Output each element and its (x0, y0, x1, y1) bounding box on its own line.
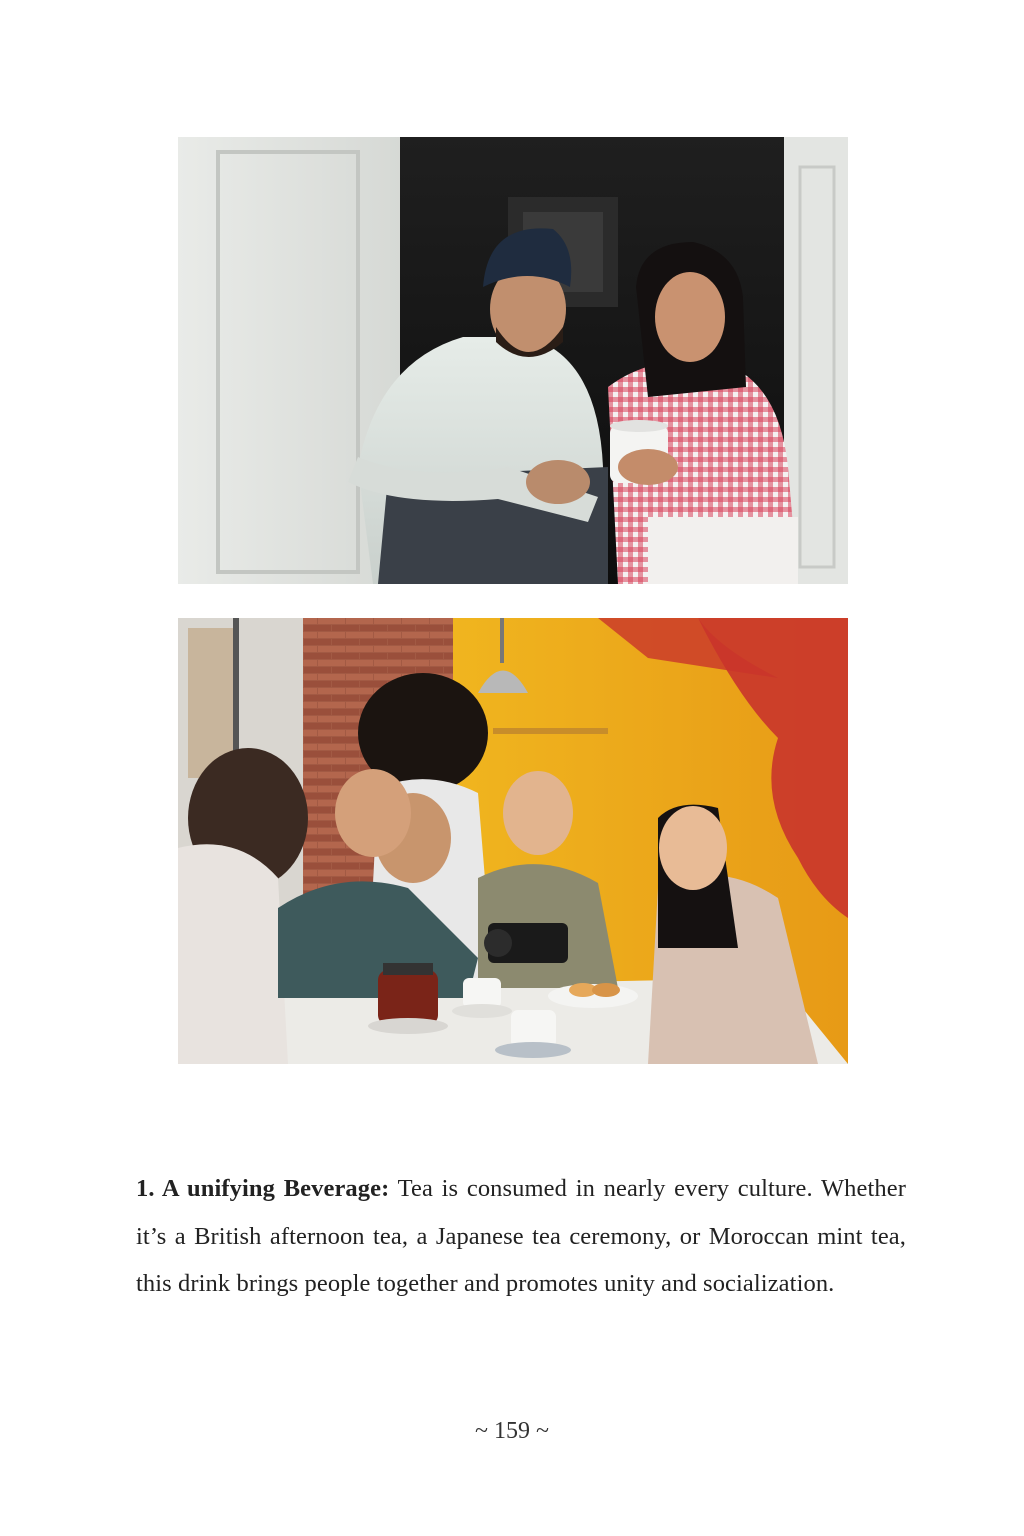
couple-tea-doorway-photo (178, 137, 848, 584)
paragraph-lead-heading: 1. A unifying Beverage: (136, 1175, 390, 1202)
page-number: ~ 159 ~ (475, 1418, 549, 1444)
friends-cafe-photo (178, 618, 848, 1064)
paragraph-body-text: Tea is consumed in nearly every culture. Whether it’s a British afternoon tea, a Japanese tea ceremony, or Moroccan mint tea, this drink brings people together and promotes unity and socialization. (136, 1175, 906, 1297)
body-paragraph (136, 1165, 906, 1308)
